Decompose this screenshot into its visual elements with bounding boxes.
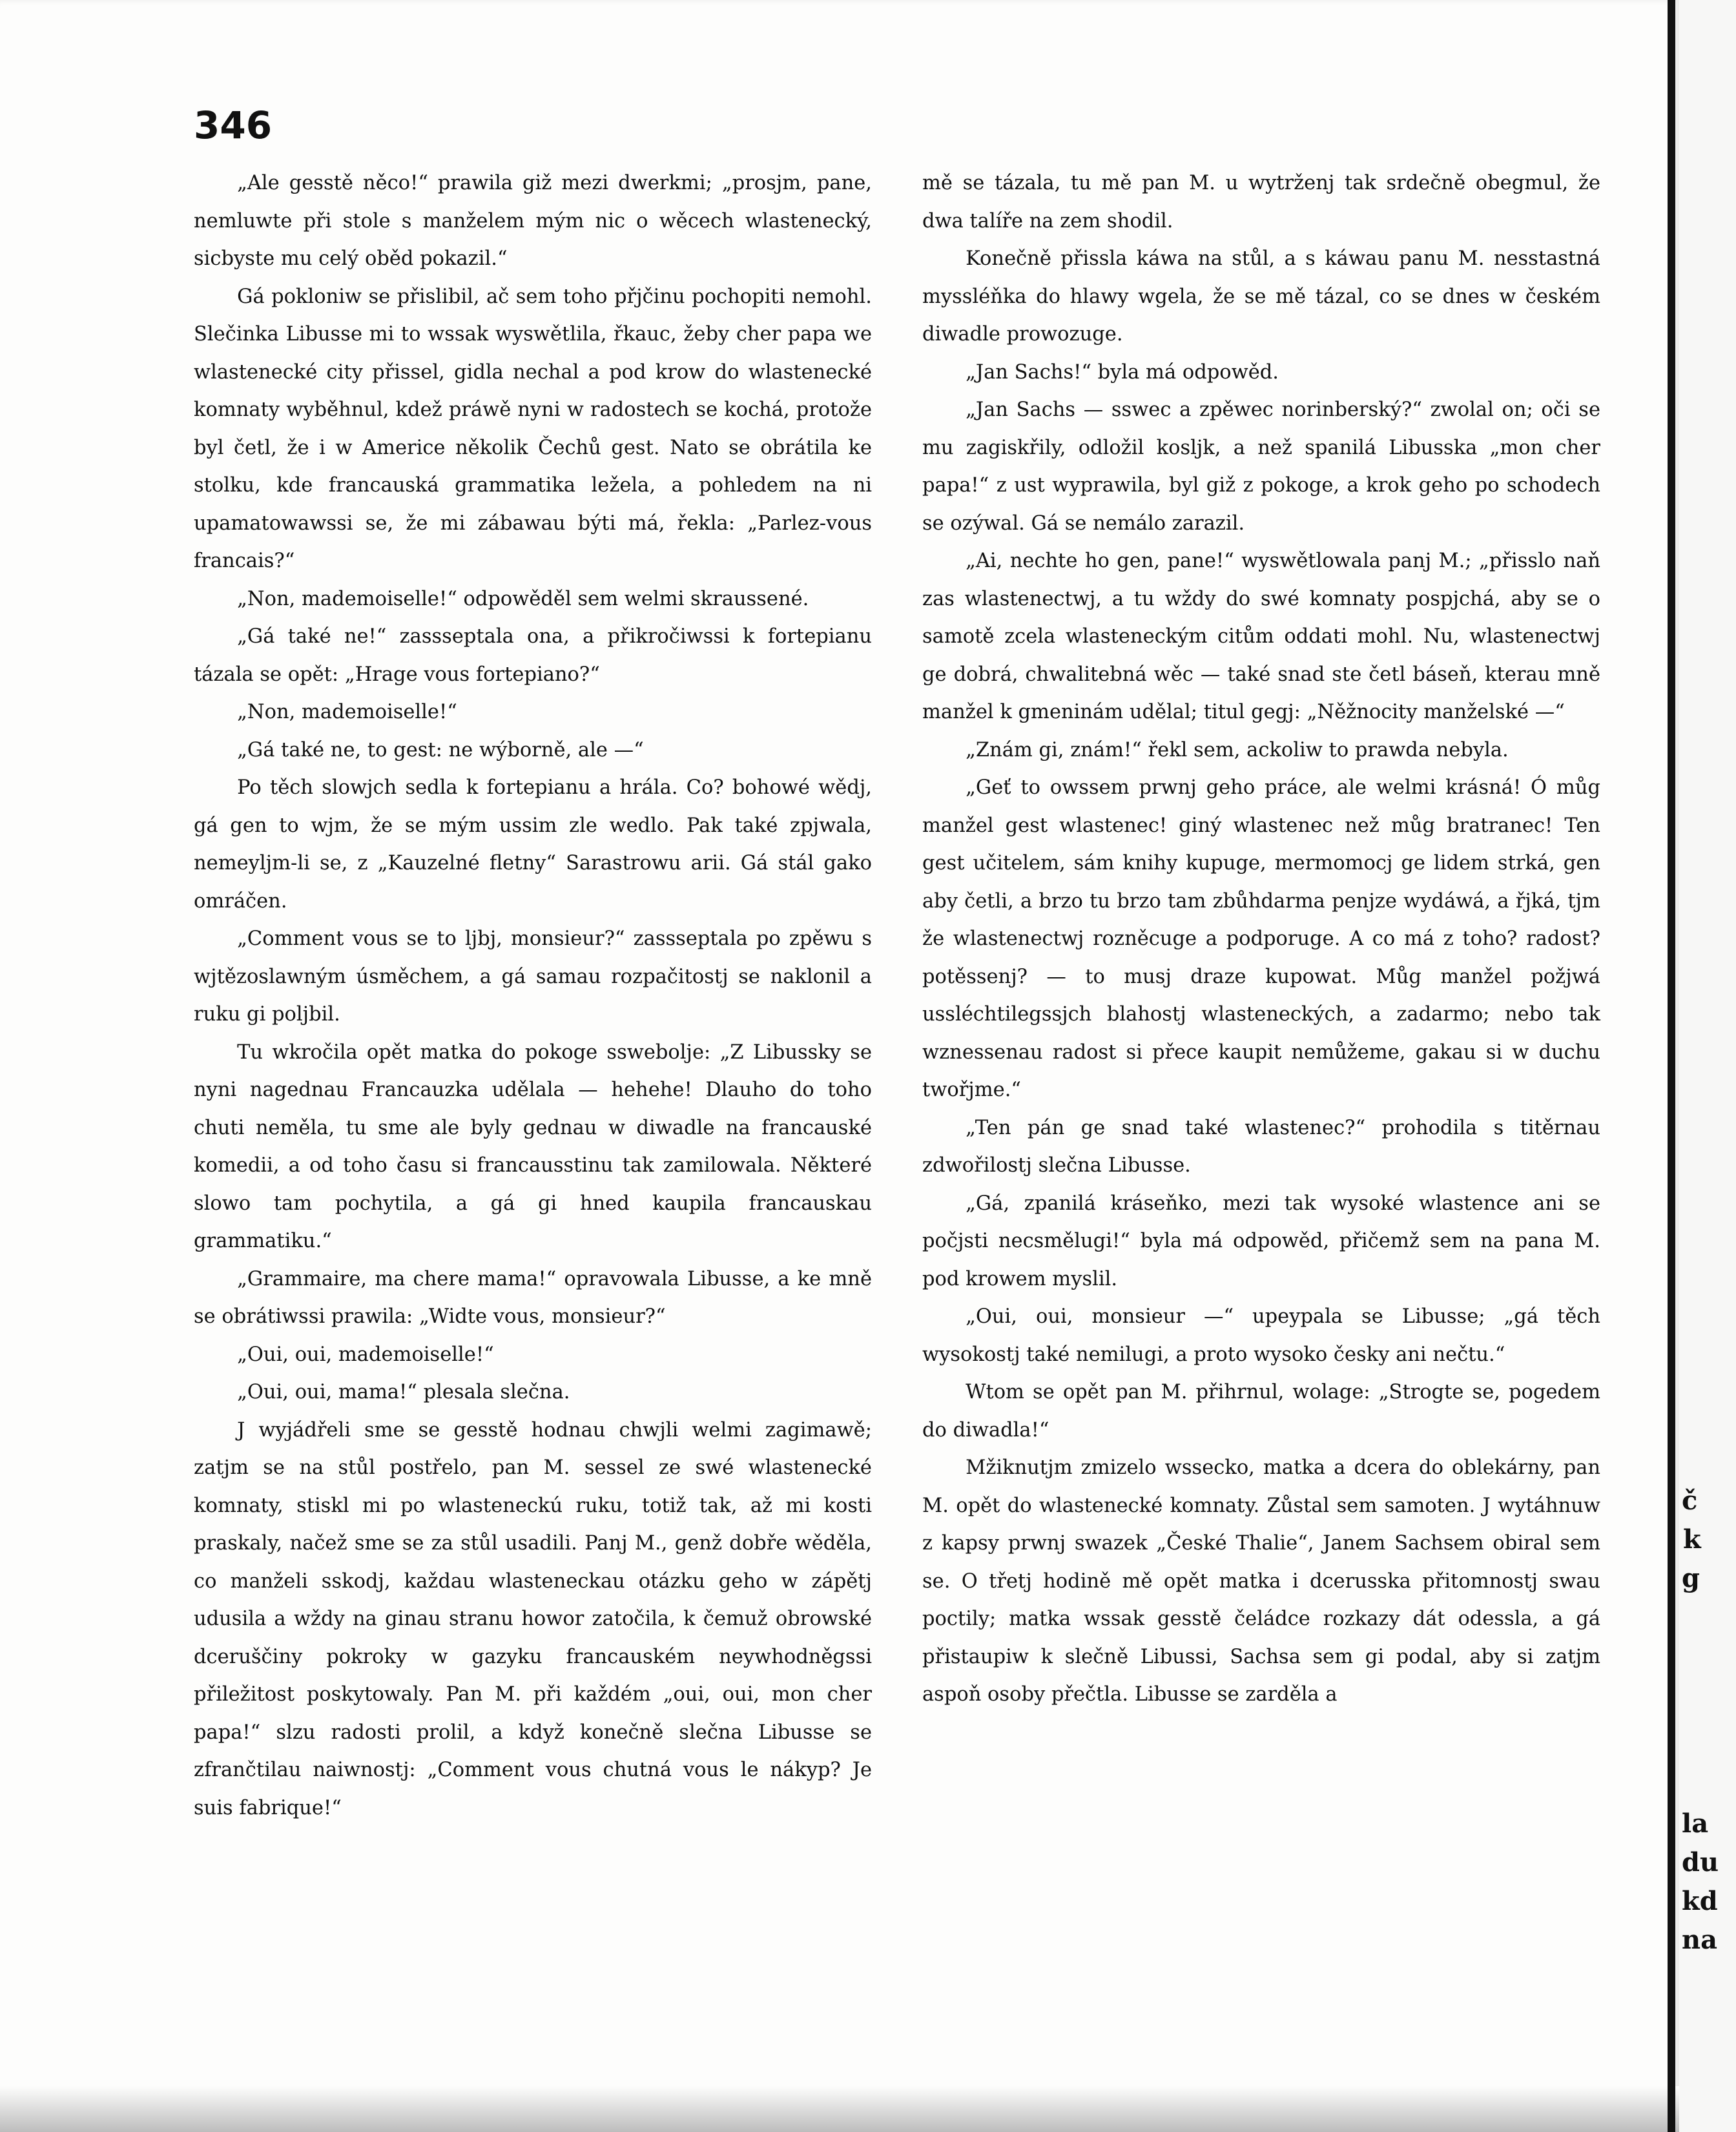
paragraph: „Geť to owssem prwnj geho práce, ale welmi krásná! Ó můg manžel gest wlastenec! giný wlastenec než můg bratranec! Ten gest učitelem, sám knihy kupuge, mermomocj ge lidem strká, gen aby četli, a brzo tu brzo tam zbůhdarma penjze wydáwá, a řjká, tjm že wlastenectwj rozněcuge a podporuge. A co má z toho? radost? potěssenj? — to musj draze kupowat. Můg manžel požjwá ussléchtilegssjch blahostj wlasteneckých, a zadarmo; nebo tak wznessenau radost si přece kaupit nemůžeme, gakau si w duchu twořjme.“ [922, 776, 1600, 1101]
paragraph: „Znám gi, znám!“ řekl sem, ackoliw to prawda nebyla. [966, 738, 1509, 761]
paragraph: „Ten pán ge snad také wlastenec?“ prohodila s titěrnau zdwořilostj slečna Libusse. [922, 1116, 1600, 1177]
paragraph: „Jan Sachs!“ byla má odpowěd. [966, 360, 1279, 384]
adjacent-page-fragment: la [1682, 1808, 1709, 1839]
adjacent-page-fragment: kd [1682, 1886, 1718, 1916]
paragraph: mě se tázala, tu mě pan M. u wytrženj tak srdečně obegmul, že dwa talíře na zem shodil. [922, 172, 1600, 233]
adjacent-page-fragment: g [1682, 1563, 1700, 1593]
adjacent-page-fragment: č [1682, 1485, 1698, 1516]
left-text-column [194, 165, 872, 1827]
paragraph: „Oui, oui, monsieur —“ upeypala se Libusse; „gá těch wysokostj také nemilugi, a proto wysoko česky ani nečtu.“ [922, 1305, 1600, 1366]
paragraph: „Non, mademoiselle!“ [237, 701, 457, 723]
paragraph: „Grammaire, ma chere mama!“ opravowala Libusse, a ke mně se obrátiwssi prawila: „Widte vous, monsieur?“ [194, 1267, 872, 1328]
paragraph: Gá pokloniw se přislibil, ač sem toho přjčinu pochopiti nemohl. Slečinka Libusse mi to wssak wyswětlila, řkauc, žeby cher papa we wlastenecké city přissel, gidla nechal a pod krow do wlastenecké komnaty wyběhnul, kdež práwě nyni w radostech se kochá, protože byl četl, že i w Americe několik Čechů gest. Nato se obrátila ke stolku, kde francauská grammatika ležela, a pohledem na ni upamatowawssi se, že mi zábawau býti má, řekla: „Parlez-vous francais?“ [194, 285, 872, 572]
adjacent-page-edge [1679, 0, 1736, 2132]
paragraph: „Oui, oui, mama!“ plesala slečna. [237, 1381, 570, 1403]
paragraph: J wyjádřeli sme se gesstě hodnau chwjli welmi zagimawě; zatjm se na stůl postřelo, pan M. sessel ze swé wlastenecké komnaty, stiskl mi po wlasteneckú ruku, totiž tak, až mi kosti praskaly, načež sme se za stůl usadili. Panj M., genž dobře wěděla, co manželi sskodj, každau wlasteneckau otázku geho w zápětj udusila a wždy na ginau stranu howor zatočila, k čemuž obrowské dceruščiny pokroky w gazyku francauském neywhodněgssi přiležitost poskytowaly. Pan M. při každém „oui, oui, mon cher papa!“ slzu radosti prolil, a když konečně slečna Libusse se zfrančtilau naiwnostj: „Comment vous chutná vous le nákyp? Je suis fabrique!“ [194, 1418, 872, 1819]
adjacent-page-fragment: na [1682, 1925, 1717, 1955]
right-text-column [922, 165, 1600, 1714]
paragraph: „Non, mademoiselle!“ odpowěděl sem welmi skraussené. [237, 587, 809, 610]
paragraph: Konečně přissla káwa na stůl, a s káwau panu M. nesstastná myssléňka do hlawy wgela, že se mě tázal, co se dnes w českém diwadle prowozuge. [922, 247, 1600, 346]
paragraph: „Jan Sachs — sswec a zpěwec norinberský?“ zwolal on; oči se mu zagiskřily, odložil kosljk, a než spanilá Libusska „mon cher papa!“ z ust wyprawila, byl giž z pokoge, a krok geho po schodech se ozýwal. Gá se nemálo zarazil. [922, 398, 1600, 535]
paragraph: „Gá také ne!“ zassseptala ona, a přikročiwssi k fortepianu tázala se opět: „Hrage vous fortepiano?“ [194, 625, 872, 686]
paragraph: Wtom se opět pan M. přihrnul, wolage: „Strogte se, pogedem do diwadla!“ [922, 1381, 1600, 1442]
adjacent-page-fragment: k [1683, 1524, 1701, 1555]
paragraph: „Ale gesstě něco!“ prawila giž mezi dwerkmi; „prosjm, pane, nemluwte při stole s manželem mým nic o wěcech wlastenecký, sicbyste mu celý oběd pokazil.“ [194, 172, 872, 270]
paragraph: Po těch slowjch sedla k fortepianu a hrála. Co? bohowé wědj, gá gen to wjm, že se mým ussim zle wedlo. Pak také zpjwala, nemeyljm-li se, z „Kauzelné fletny“ Sarastrowu arii. Gá stál gako omráčen. [194, 776, 872, 913]
paragraph: „Oui, oui, mademoiselle!“ [237, 1343, 494, 1366]
page-gutter-edge [1668, 0, 1675, 2132]
page-bottom-shadow [0, 2086, 1679, 2132]
paragraph: „Gá také ne, to gest: ne wýborně, ale —“ [237, 738, 644, 761]
adjacent-page-fragment: du [1682, 1847, 1719, 1878]
paragraph: „Gá, zpanilá kráseňko, mezi tak wysoké wlastence ani se počjsti necsmělugi!“ byla má odpowěd, přičemž sem na pana M. pod krowem myslil. [922, 1192, 1600, 1290]
paragraph: Mžiknutjm zmizelo wssecko, matka a dcera do oblekárny, pan M. opět do wlastenecké komnaty. Zůstal sem samoten. J wytáhnuw z kapsy prwnj swazek „České Thalie“, Janem Sachsem obiral sem se. O třetj hodině mě opět matka i dcerusska přitomnostj swau poctily; matka wssak gesstě čeládce rozkazy dát odessla, a gá přistaupiw k slečně Libussi, Sachsa sem gi podal, aby si zatjm aspoň osoby přečtla. Libusse se zarděla a [922, 1456, 1600, 1706]
page-number: 346 [194, 103, 273, 147]
paragraph: „Ai, nechte ho gen, pane!“ wyswětlowala panj M.; „přisslo naň zas wlastenectwj, a tu wždy do swé komnaty pospjchá, aby se o samotě zcela wlasteneckým citům oddati mohl. Nu, wlastenectwj ge dobrá, chwalitebná wěc — také snad ste četl báseň, kterau mně manžel k gmeninám udělal; titul gegj: „Něžnocity manželské —“ [922, 550, 1600, 723]
paragraph: Tu wkročila opět matka do pokoge sswebolje: „Z Libussky se nyni nagednau Francauzka udělala — hehehe! Dlauho do toho chuti neměla, tu sme ale byly gednau w diwadle na francauské komedii, a od toho času si francausstinu tak zamilowala. Některé slowo tam pochytila, a gá gi hned kaupila francauskau grammatiku.“ [194, 1040, 872, 1252]
paragraph: „Comment vous se to ljbj, monsieur?“ zassseptala po zpěwu s wjtězoslawným úsměchem, a gá samau rozpačitostj se naklonil a ruku gi poljbil. [194, 927, 872, 1026]
